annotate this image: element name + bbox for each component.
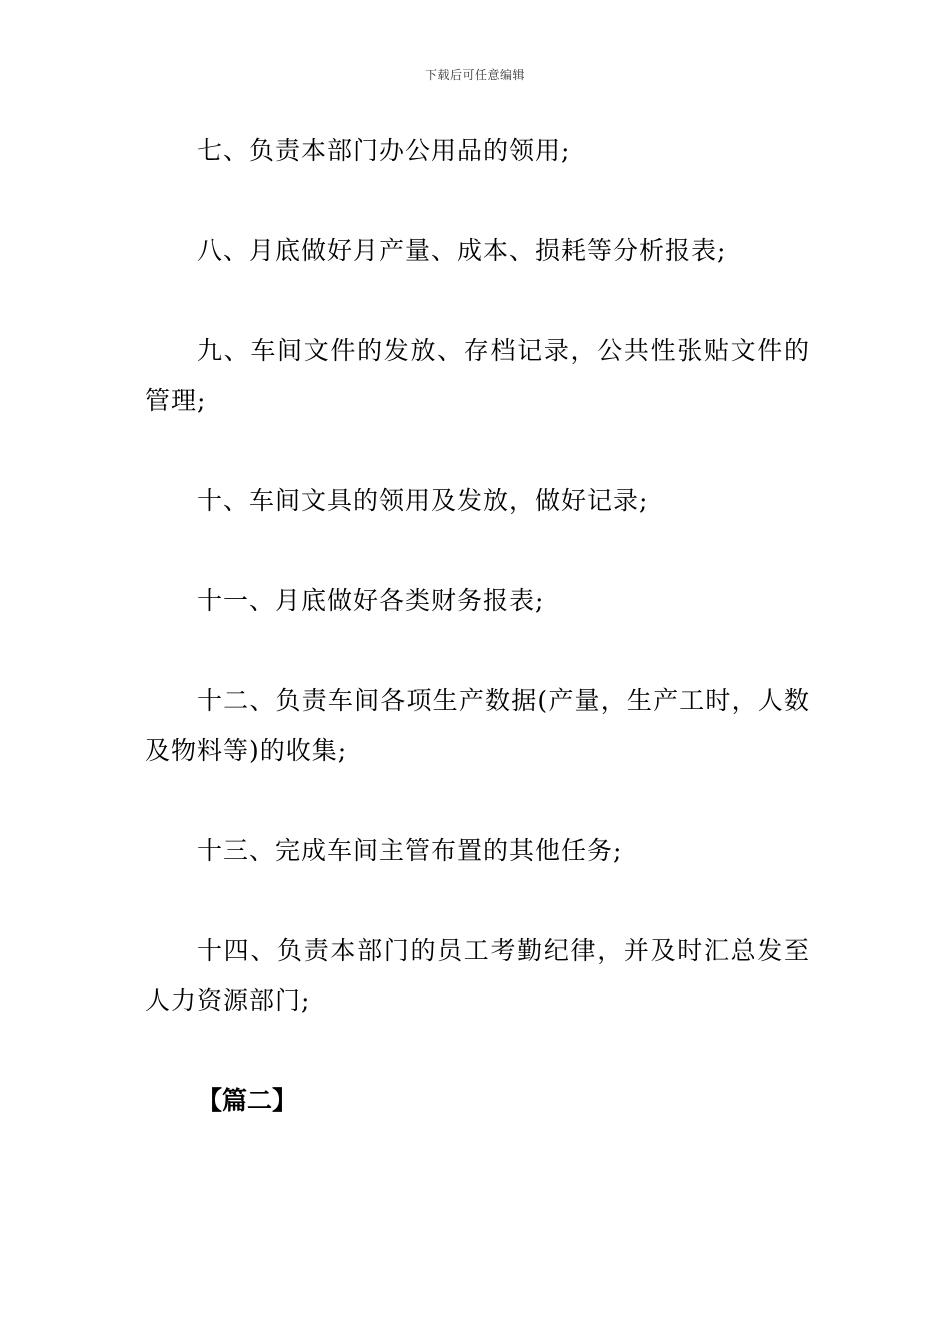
paragraph-item-8: 八、月底做好月产量、成本、损耗等分析报表;	[197, 236, 727, 265]
paragraph-item-12: 十二、负责车间各项生产数据(产量，生产工时，人数及物料等)的收集;	[145, 686, 810, 765]
document-body	[145, 126, 810, 1126]
header-note: 下载后可任意编辑	[424, 68, 525, 82]
paragraph-item-13: 十三、完成车间主管布置的其他任务;	[197, 836, 623, 865]
paragraph-item-14: 十四、负责本部门的员工考勤纪律，并及时汇总发至人力资源部门;	[145, 936, 810, 1015]
paragraph-item-10: 十、车间文具的领用及发放，做好记录;	[197, 486, 649, 515]
section-heading: 【篇二】	[197, 1086, 298, 1115]
paragraph-item-7: 七、负责本部门办公用品的领用;	[197, 136, 571, 165]
paragraph-item-11: 十一、月底做好各类财务报表;	[197, 586, 545, 615]
paragraph-item-9: 九、车间文件的发放、存档记录，公共性张贴文件的管理;	[145, 336, 810, 415]
